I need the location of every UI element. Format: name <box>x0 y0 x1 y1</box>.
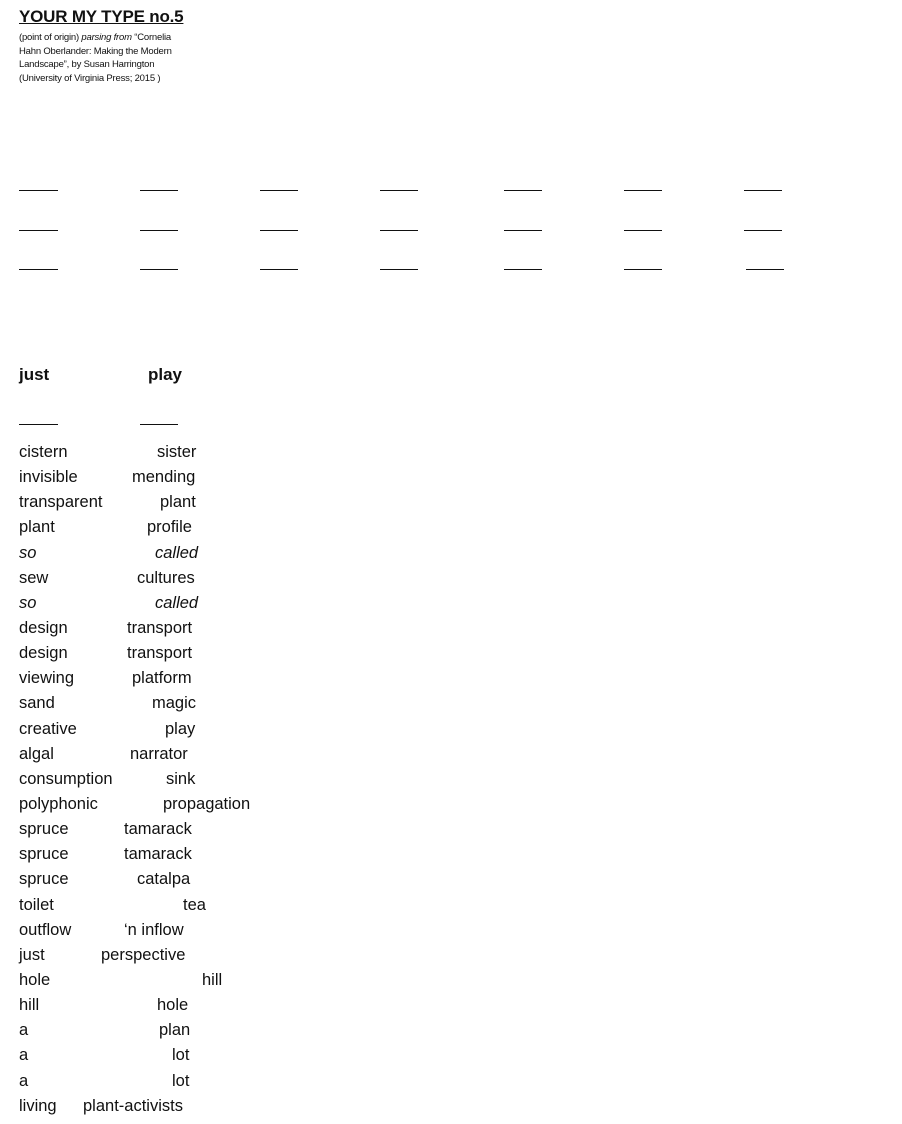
source-note-book-start: “Cornelia <box>131 32 171 43</box>
header-blank-left <box>19 406 58 425</box>
word-pair-row <box>19 1072 279 1097</box>
word-right: plan <box>159 1021 191 1040</box>
word-left: cistern <box>19 443 68 461</box>
word-right: hill <box>202 970 223 989</box>
word-left: viewing <box>19 669 75 688</box>
blank-line-row <box>19 212 799 252</box>
word-right: propagation <box>163 794 251 813</box>
word-pair-row <box>19 443 279 468</box>
blank-line <box>260 212 298 231</box>
blank-line <box>624 251 662 270</box>
column-header-left: just <box>19 365 50 384</box>
word-right: hole <box>157 996 189 1015</box>
word-left: living <box>19 1096 57 1115</box>
blank-line <box>380 172 418 191</box>
word-right: profile <box>147 518 192 537</box>
word-right: sister <box>157 443 197 461</box>
word-pair-row <box>19 1097 279 1122</box>
word-pair-row <box>19 1046 279 1071</box>
word-right: platform <box>132 669 192 688</box>
blank-line <box>140 172 178 191</box>
blank-line <box>504 212 542 231</box>
word-pair-row <box>19 493 279 518</box>
word-pair-row <box>19 594 279 619</box>
word-right: narrator <box>130 744 188 763</box>
word-pair-row <box>19 720 279 745</box>
source-note-origin: (point of origin) <box>19 32 82 43</box>
word-left: transparent <box>19 493 103 512</box>
blank-line <box>140 251 178 270</box>
word-pair-row <box>19 996 279 1021</box>
word-left: hill <box>19 996 40 1015</box>
source-note-publisher: (University of Virginia Press; 2015 ) <box>19 72 161 84</box>
header-blank-right <box>140 406 178 425</box>
word-pair-row <box>19 468 279 493</box>
word-pair-row <box>19 896 279 921</box>
word-pair-row <box>19 644 279 669</box>
word-left: plant <box>19 518 55 537</box>
blank-line <box>380 212 418 231</box>
word-left: so <box>19 543 37 562</box>
word-right: perspective <box>101 945 186 964</box>
blank-line <box>380 251 418 270</box>
word-left: hole <box>19 970 51 989</box>
word-left: a <box>19 1071 29 1090</box>
word-right: sink <box>166 769 196 788</box>
source-note-parsing: parsing from <box>81 32 132 43</box>
blank-line <box>744 212 782 231</box>
blank-line <box>260 172 298 191</box>
word-right: tamarack <box>124 845 192 864</box>
source-note-author: Landscape”, by Susan Harrington <box>19 59 155 71</box>
word-pair-list <box>19 443 279 1122</box>
source-note <box>19 31 199 85</box>
word-right: plant <box>160 493 196 512</box>
word-pair-row <box>19 745 279 770</box>
blank-line <box>744 172 782 191</box>
blank-line <box>140 212 178 231</box>
word-left: algal <box>19 744 54 763</box>
word-left: so <box>19 593 37 612</box>
word-left: sew <box>19 568 49 587</box>
word-pair-row <box>19 770 279 795</box>
word-right: transport <box>127 618 193 637</box>
word-right: tea <box>183 895 206 914</box>
word-left: toilet <box>19 895 54 914</box>
word-left: a <box>19 1021 29 1040</box>
word-left: sand <box>19 694 55 713</box>
document-title: YOUR MY TYPE no.5 <box>19 7 184 26</box>
word-left: design <box>19 644 68 663</box>
word-left: consumption <box>19 769 113 788</box>
blank-line <box>260 251 298 270</box>
word-pair-row <box>19 795 279 820</box>
word-pair-row <box>19 619 279 644</box>
word-pair-row <box>19 845 279 870</box>
blank-line <box>19 251 58 270</box>
word-right: ‘n inflow <box>124 920 184 939</box>
word-pair-row <box>19 870 279 895</box>
word-pair-row <box>19 1021 279 1046</box>
word-pair-row <box>19 694 279 719</box>
word-left: spruce <box>19 870 69 889</box>
word-right: transport <box>127 644 193 663</box>
word-left: polyphonic <box>19 794 98 813</box>
word-right: tamarack <box>124 820 192 839</box>
word-left: spruce <box>19 845 69 864</box>
blank-line-row <box>19 172 799 212</box>
word-right: mending <box>132 468 196 487</box>
blank-line <box>624 212 662 231</box>
word-pair-row <box>19 669 279 694</box>
word-right: called <box>155 593 199 612</box>
word-left: just <box>19 945 45 964</box>
word-right: lot <box>172 1046 190 1065</box>
word-left: a <box>19 1046 29 1065</box>
blank-line <box>504 172 542 191</box>
word-left: invisible <box>19 468 78 487</box>
word-left: outflow <box>19 920 72 939</box>
word-pair-row <box>19 569 279 594</box>
blank-line <box>19 212 58 231</box>
blank-line-grid <box>19 172 799 291</box>
word-right: lot <box>172 1071 190 1090</box>
blank-line <box>746 251 784 270</box>
word-right: magic <box>152 694 197 713</box>
word-pair-row <box>19 946 279 971</box>
word-left: spruce <box>19 820 69 839</box>
word-pair-row <box>19 544 279 569</box>
word-pair-row <box>19 921 279 946</box>
word-left: creative <box>19 719 77 738</box>
word-pair-row <box>19 820 279 845</box>
word-right: plant-activists <box>83 1096 183 1115</box>
blank-line <box>504 251 542 270</box>
blank-line <box>624 172 662 191</box>
word-right: catalpa <box>137 870 191 889</box>
blank-line-row <box>19 251 799 291</box>
blank-line <box>19 172 58 191</box>
word-right: play <box>165 719 196 738</box>
word-pair-row <box>19 518 279 543</box>
source-note-book-title: Hahn Oberlander: Making the Modern <box>19 45 172 57</box>
column-header-right: play <box>148 365 183 384</box>
word-right: cultures <box>137 568 195 587</box>
word-right: called <box>155 543 199 562</box>
word-left: design <box>19 618 68 637</box>
word-pair-row <box>19 971 279 996</box>
